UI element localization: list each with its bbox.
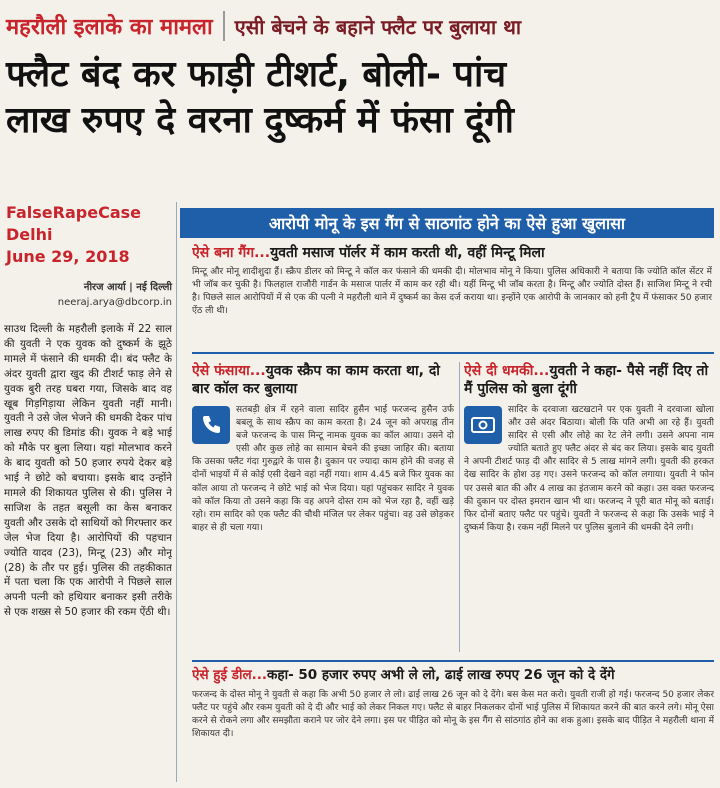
section-threat [464, 362, 714, 652]
section-gang-formed-heading: ऐसे बना गैंग...युवती मसाज पॉर्लर में काम करती थी, वहीं मिन्टू मिला [192, 245, 545, 261]
lead-story-text: साउथ दिल्ली के महरौली इलाके में 22 साल की युवती ने एक युवक को दुष्कर्म के झूठे मामले में फंसाने की धमकी दी। बंद फ्लैट के अंदर युवती द्वारा खुद की टीशर्ट फाड़ लेने से युवक बुरी तरह घबरा गया, जिसके बाद वह खूब गिड़गिड़ाया लेकिन युवती नहीं मानी। युवती ने उसे जेल भेजने की धमकी देकर पांच लाख रुपए की डिमांड की। युवक ने बड़े भाई को मौके पर बुला लिया। यहां मोलभाव करने के बाद युवती को 50 हजार रुपये देकर बड़े भाई ने छोटे को बचाया। इसके बाद उन्होंने मामले की शिकायत पुलिस से की। पुलिस ने साजिश के तहत बसूली का केस बनाकर युवती और उसके दो साथियों को गिरफ्तार कर जेल भेज दिया है। आरोपियों की पहचान ज्योति यादव (23), मिन्टू (23) और मोनू (28) के तौर पर हुई। पुलिस की तहकीकात में पता चला कि एक आरोपी ने पिछले साल अपनी पत्नी को हथियार बनाकर इसी तरीके से एक शख्स से 50 हजार की रकम ऐंठी थी। [4, 323, 172, 619]
headline-line-1: फ्लैट बंद कर फाड़ी टीशर्ट, बोली- पांच [6, 54, 507, 95]
section-deal-heading: ऐसे हुई डील...कहा- 50 हजार रुपए अभी ले लो, ढाई लाख रुपए 26 जून को दे देंगे [192, 667, 615, 683]
case-tag-hashtag: FalseRapeCase [6, 203, 141, 222]
section-trapped-body: सतबड़ी क्षेत्र में रहने वाला सादिर हुसैन भाई फरजन्द हुसैन उर्फ बबलू के साथ स्क्रैप का काम करता है। 24 जून को अपराह्न तीन बजे फरजन्द के पास मिन्टू नामक युवक का कॉल आया। उसने दो एसी और कुछ लोहे का सामान बेचने की इच्छा जाहिर की। बताया कि उसका फ्लैट गंदा गुरुद्वारे के पास है। दुकान पर ज्यादा काम होने की वजह से दोनों भाइयों में से कोई एसी देखने वहां नहीं गया। शाम 4.45 बजे फिर युवक का कॉल आया तो फरजन्द ने छोटे भाई को भेज दिया। यहां पहुंचकर सादिर ने युवक को कॉल किया तो उसने कहा कि वह अपने दोस्त राम को भेज रहा है, वहीं खड़े रहो। राम सादिर को एक फ्लैट की चौथी मंजिल पर लेकर पहुंचा। वह उसे छोड़कर बाहर से ही चला गया। [192, 405, 454, 533]
kicker-location: महरौली इलाके का मामला [6, 15, 213, 40]
explainer-banner: आरोपी मोनू के इस गैंग से साठगांठ होने का ऐसे हुआ खुलासा [180, 208, 714, 238]
case-tag [6, 202, 176, 268]
section-threat-body: सादिर के दरवाजा खटखटाने पर एक युवती ने दरवाजा खोला और उसे अंदर बिठाया। बोली कि पति अभी आ रहे हैं। युवती सादिर से एसी और लोहे का रेट लेने लगी। उसने अपना नाम ज्योति बताते हुए फ्लैट अंदर से बंद कर लिया। इसके बाद युवती ने अपनी टीशर्ट फाड़ दी और सादिर से 5 लाख मांगने लगी। युवती की हरकत देख सादिर के होश उड़ गए। उसने फरजन्द को कॉल लगाया। युवती ने फोन पर उससे बात की और 4 लाख का इंतजाम करने को कहा। उस वक्त फरजन्द की दुकान पर दोस्त इमरान खान भी था। फरजन्द ने पूरी बात मोनू को बताई। फिर दोनों बताए फ्लैट पर पहुंचे। युवती ने फरजन्द से कहा कि उसके भाई ने दुष्कर्म किया है। रकम नहीं मिलने पर पुलिस बुलाने की धमकी देने लगी। [464, 405, 714, 533]
section-gang-formed [192, 244, 712, 344]
byline [22, 280, 172, 310]
headline-line-2: लाख रुपए दे वरना दुष्कर्म में फंसा दूंगी [6, 100, 514, 141]
kicker-divider [223, 11, 225, 41]
case-tag-city: Delhi [6, 225, 53, 244]
byline-email: neeraj.arya@dbcorp.in [57, 297, 172, 308]
section-rule-2 [192, 660, 714, 662]
kicker [6, 6, 714, 46]
phone-icon [192, 406, 230, 444]
headline [6, 52, 714, 144]
section-deal-body: फरजन्द के दोस्त मोनू ने युवती से कहा कि अभी 50 हजार ले लो। ढाई लाख 26 जून को दे देंगे। बस केस मत करो। युवती राजी हो गई। फरजन्द 50 हजार लेकर फ्लैट पर पहुंचे और रकम युवती को दे दी और भाई को लेकर निकल गए। फ्लैट से बाहर निकलकर दोनों भाई पुलिस में शिकायत करने की बात करने लगे। मोनू ऐसा करने से रोकने लगा और समझौता कराने पर जोर देने लगा। इस पर पीड़ित को मोनू के इस गैंग से सांठगांठ होने का शक हुआ। इसके बाद पीड़ित ने महरौली थाना में शिकायत दी। [192, 690, 714, 740]
section-deal [192, 666, 714, 784]
kicker-subtitle: एसी बेचने के बहाने फ्लैट पर बुलाया था [234, 14, 522, 39]
section-trapped [192, 362, 454, 652]
section-rule-1 [192, 352, 714, 354]
section-trapped-heading: ऐसे फंसाया...युवक स्क्रैप का काम करता था, दो बार कॉल कर बुलाया [192, 363, 440, 397]
case-tag-date: June 29, 2018 [6, 247, 130, 266]
section-threat-heading: ऐसे दी धमकी...युवती ने कहा- पैसे नहीं दिए तो मैं पुलिस को बुला दूंगी [464, 363, 709, 397]
money-icon [464, 406, 502, 444]
section-gang-formed-body: मिन्टू और मोनू शादीशुदा हैं। स्क्रैप डीलर को मिन्टू ने कॉल कर फंसाने की धमकी दी। मोलभाव मोनू ने किया। पुलिस अधिकारी ने बताया कि ज्योति कॉल सेंटर में भी जॉब कर चुकी है। फिलहाल राजौरी गार्डन के मसाज पार्लर में काम कर रही थी। यहीं मिन्टू भी जॉब करता है। मिन्टू और ज्योति दोस्त हैं। साजिश मिन्टू ने रची है। पिछले साल आरोपियों में से एक की पत्नी ने महरौली थाने में दुष्कर्म का केस दर्ज कराया था। इन्होंने एक आरोपी के जानकार को हनी ट्रैप में फंसाकर 50 हजार ऐंठ ली थी। [192, 267, 712, 317]
byline-author: नीरज आर्या | नई दिल्ली [83, 282, 172, 293]
column-divider [176, 202, 177, 782]
inner-column-divider [459, 362, 460, 652]
